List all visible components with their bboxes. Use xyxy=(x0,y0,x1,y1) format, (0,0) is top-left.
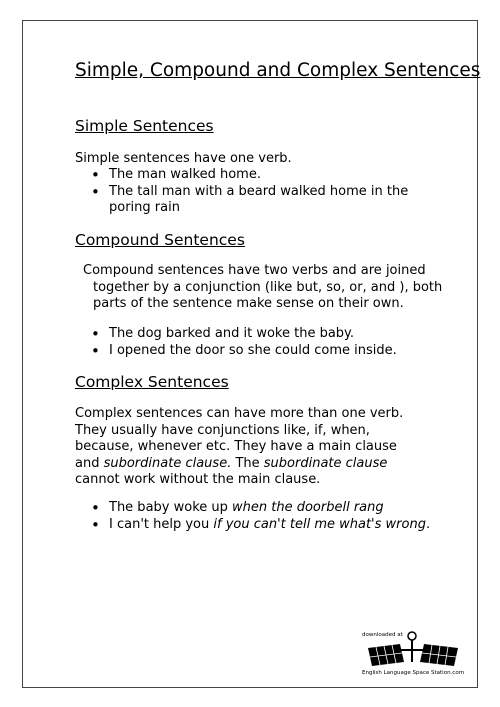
list-item-text: The baby woke up xyxy=(109,500,233,515)
list-item: • The tall man with a beard walked home in the poring rain xyxy=(91,184,411,217)
compound-intro: Compound sentences have two verbs and are joined together by a conjunction (like but, so, or, and ), both parts of the sentence make sense on their own. xyxy=(83,263,443,311)
list-item xyxy=(91,517,461,534)
simple-heading: Simple Sentences xyxy=(75,117,214,135)
list-item: • I opened the door so she could come inside. xyxy=(91,343,451,360)
solar-panel-left-icon xyxy=(368,644,404,666)
list-item-text: . xyxy=(425,516,431,532)
space-station-logo xyxy=(360,628,470,678)
complex-intro-text: cannot work without the main clause. xyxy=(75,472,321,487)
complex-intro-emphasis: subordinate clause xyxy=(263,455,388,471)
complex-heading: Complex Sentences xyxy=(75,373,229,391)
list-item-emphasis: if you can't tell me what's wrong xyxy=(213,516,426,532)
list-item xyxy=(91,500,461,517)
logo-bottom-text: English Language Space Station.com xyxy=(362,670,465,676)
logo-dish-icon xyxy=(408,632,416,640)
page-title: Simple, Compound and Complex Sentences xyxy=(75,60,481,81)
complex-list xyxy=(91,500,461,533)
list-item-text: I can't help you xyxy=(109,516,214,532)
complex-intro-text: Complex sentences can have more than one verb. They usually have conjunctions like, if, when, because, whenever etc. They have a main clause and xyxy=(75,406,404,471)
complex-intro-emphasis: subordinate clause. xyxy=(103,455,232,471)
simple-intro: Simple sentences have one verb. xyxy=(75,151,292,166)
solar-panel-right-icon xyxy=(420,644,458,666)
complex-intro-text: The xyxy=(231,455,264,471)
compound-list xyxy=(91,326,451,359)
simple-list xyxy=(91,167,411,217)
list-item-emphasis: when the doorbell rang xyxy=(232,500,384,515)
complex-intro xyxy=(75,406,425,489)
compound-heading: Compound Sentences xyxy=(75,231,245,249)
list-item: • The man walked home. xyxy=(91,167,411,184)
list-item: • The dog barked and it woke the baby. xyxy=(91,326,451,343)
logo-top-text: downloaded at xyxy=(362,632,403,638)
